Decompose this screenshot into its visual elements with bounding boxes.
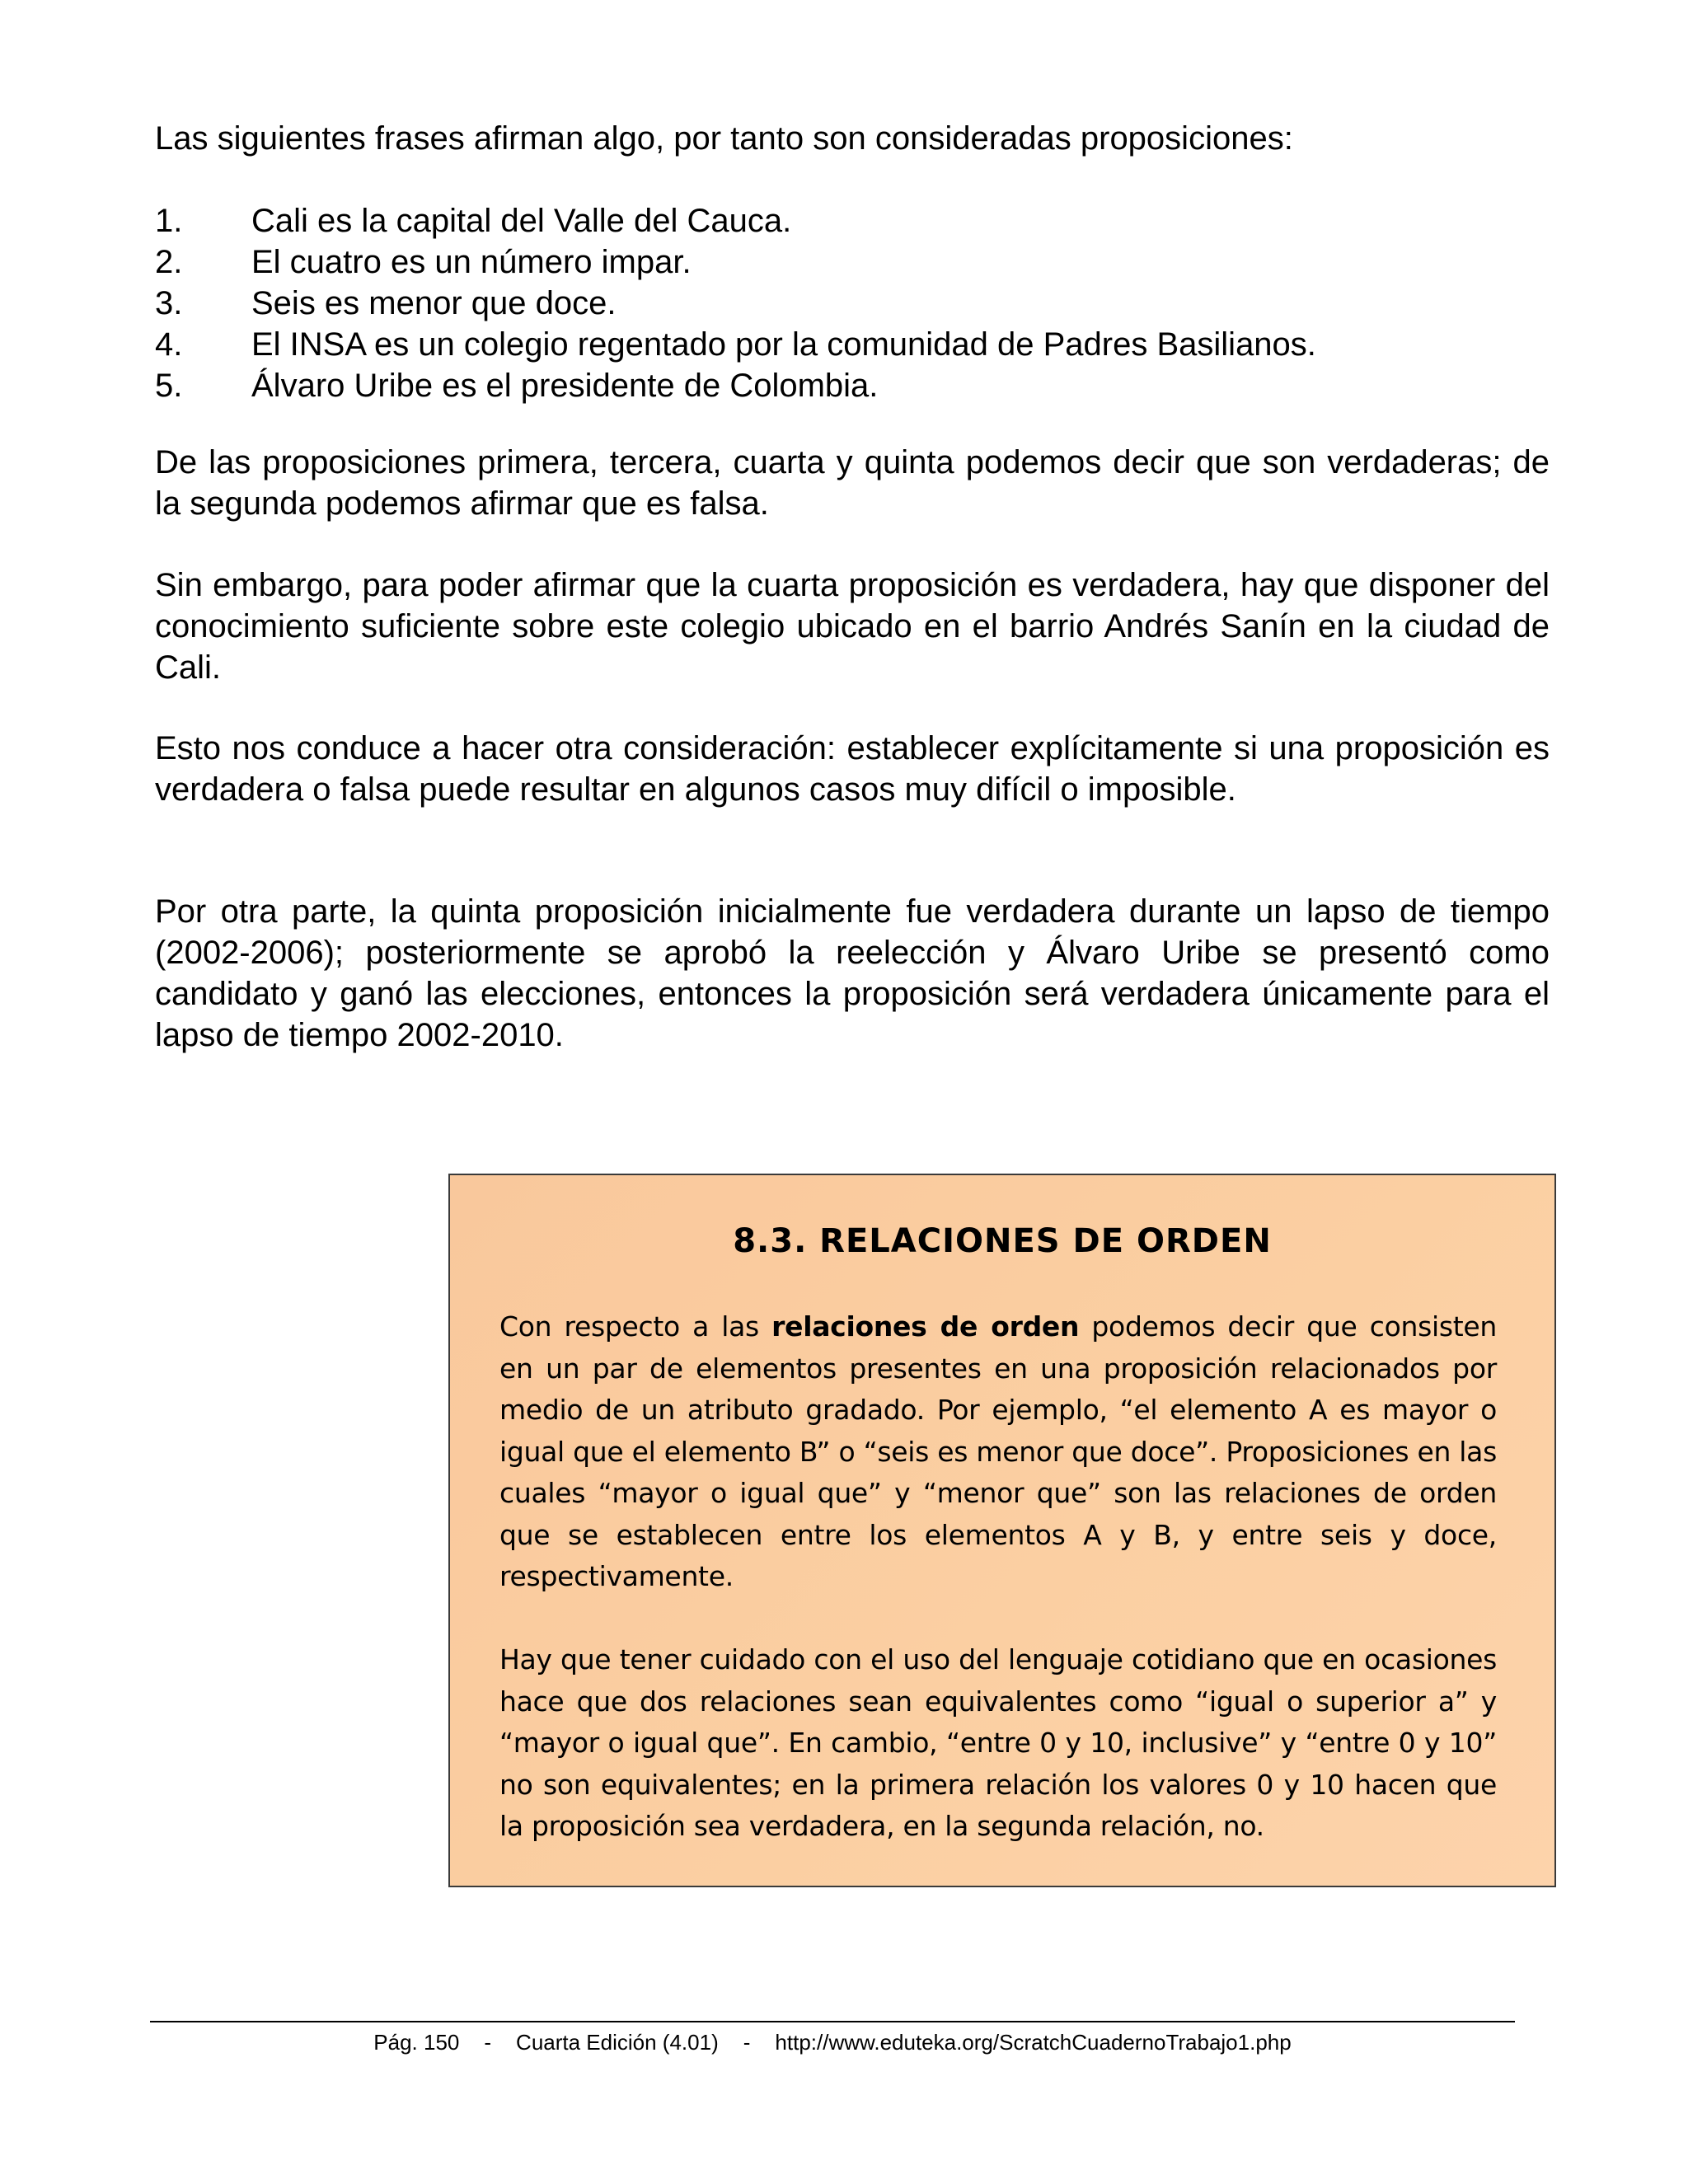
list-item-text: Cali es la capital del Valle del Cauca. xyxy=(251,203,792,239)
list-item-text: Álvaro Uribe es el presidente de Colombia. xyxy=(251,368,879,404)
paragraph-true-false: De las proposiciones primera, tercera, cuarta y quinta podemos decir que son verdaderas; de la segunda podemos afirmar que es falsa. xyxy=(155,444,1550,522)
list-item-text: El cuatro es un número impar. xyxy=(251,244,692,280)
paragraph-time-span: Por otra parte, la quinta proposición inicialmente fue verdadera durante un lapso de tiempo (2002-2006); posteriormente se aprobó la reelección y Álvaro Uribe se presentó como candidato y ganó las elecciones, entonces la proposición será verdadera únicamente para el lapso de tiempo 2002-2010. xyxy=(155,893,1550,1053)
list-item-text: El INSA es un colegio regentado por la comunidad de Padres Basilianos. xyxy=(251,326,1316,363)
footer-separator: - xyxy=(743,2030,751,2055)
box-text-lead: Con respecto a las xyxy=(499,1310,772,1343)
page-footer xyxy=(150,2029,1515,2055)
footer-separator: - xyxy=(484,2030,492,2055)
box-title: 8.3. RELACIONES DE ORDEN xyxy=(733,1222,1272,1260)
box-paragraph-definition xyxy=(499,1306,1497,1598)
list-item-text: Seis es menor que doce. xyxy=(251,285,617,321)
list-item xyxy=(155,283,1550,324)
footer-divider xyxy=(150,2021,1515,2022)
box-term-bold: relaciones de orden xyxy=(771,1310,1080,1343)
footer-page-number: Pág. 150 xyxy=(373,2030,460,2055)
list-item-number: 2. xyxy=(155,244,183,280)
paragraph-consideration: Esto nos conduce a hacer otra consideración: establecer explícitamente si una proposición es verdadera o falsa puede resultar en algunos casos muy difícil o imposible. xyxy=(155,730,1550,808)
list-item xyxy=(155,324,1550,365)
list-item xyxy=(155,241,1550,283)
propositions-list xyxy=(155,200,1550,406)
footer-edition: Cuarta Edición (4.01) xyxy=(516,2030,719,2055)
intro-text: Las siguientes frases afirman algo, por tanto son consideradas proposiciones: xyxy=(155,120,1293,157)
box-paragraph-caution: Hay que tener cuidado con el uso del lenguaje cotidiano que en ocasiones hace que dos relaciones sean equivalentes como “igual o superior a” y “mayor o igual que”. En cambio, “entre 0 y 10, inclusive” y “entre 0 y 10” no son equivalentes; en la primera relación los valores 0 y 10 hacen que la proposición sea verdadera, en la segunda relación, no. xyxy=(499,1643,1497,1842)
list-item-number: 3. xyxy=(155,285,183,321)
order-relations-box xyxy=(448,1174,1556,1887)
list-item-number: 4. xyxy=(155,326,183,363)
footer-url: http://www.eduteka.org/ScratchCuadernoTrabajo1.php xyxy=(775,2030,1292,2055)
list-item-number: 5. xyxy=(155,368,183,404)
list-item xyxy=(155,365,1550,406)
box-text-rest: podemos decir que consisten en un par de elementos presentes en una proposición relacionados por medio de un atributo gradado. Por ejemplo, “el elemento A es mayor o igual que el elemento B” o “seis es menor que doce”. Proposiciones en las cuales “mayor o igual que” y “menor que” son las relaciones de orden que se establecen entre los elementos A y B, y entre seis y doce, respectivamente. xyxy=(499,1310,1497,1592)
list-item-number: 1. xyxy=(155,203,183,239)
list-item xyxy=(155,200,1550,241)
paragraph-knowledge: Sin embargo, para poder afirmar que la cuarta proposición es verdadera, hay que disponer del conocimiento suficiente sobre este colegio ubicado en el barrio Andrés Sanín en la ciudad de Cali. xyxy=(155,567,1550,686)
